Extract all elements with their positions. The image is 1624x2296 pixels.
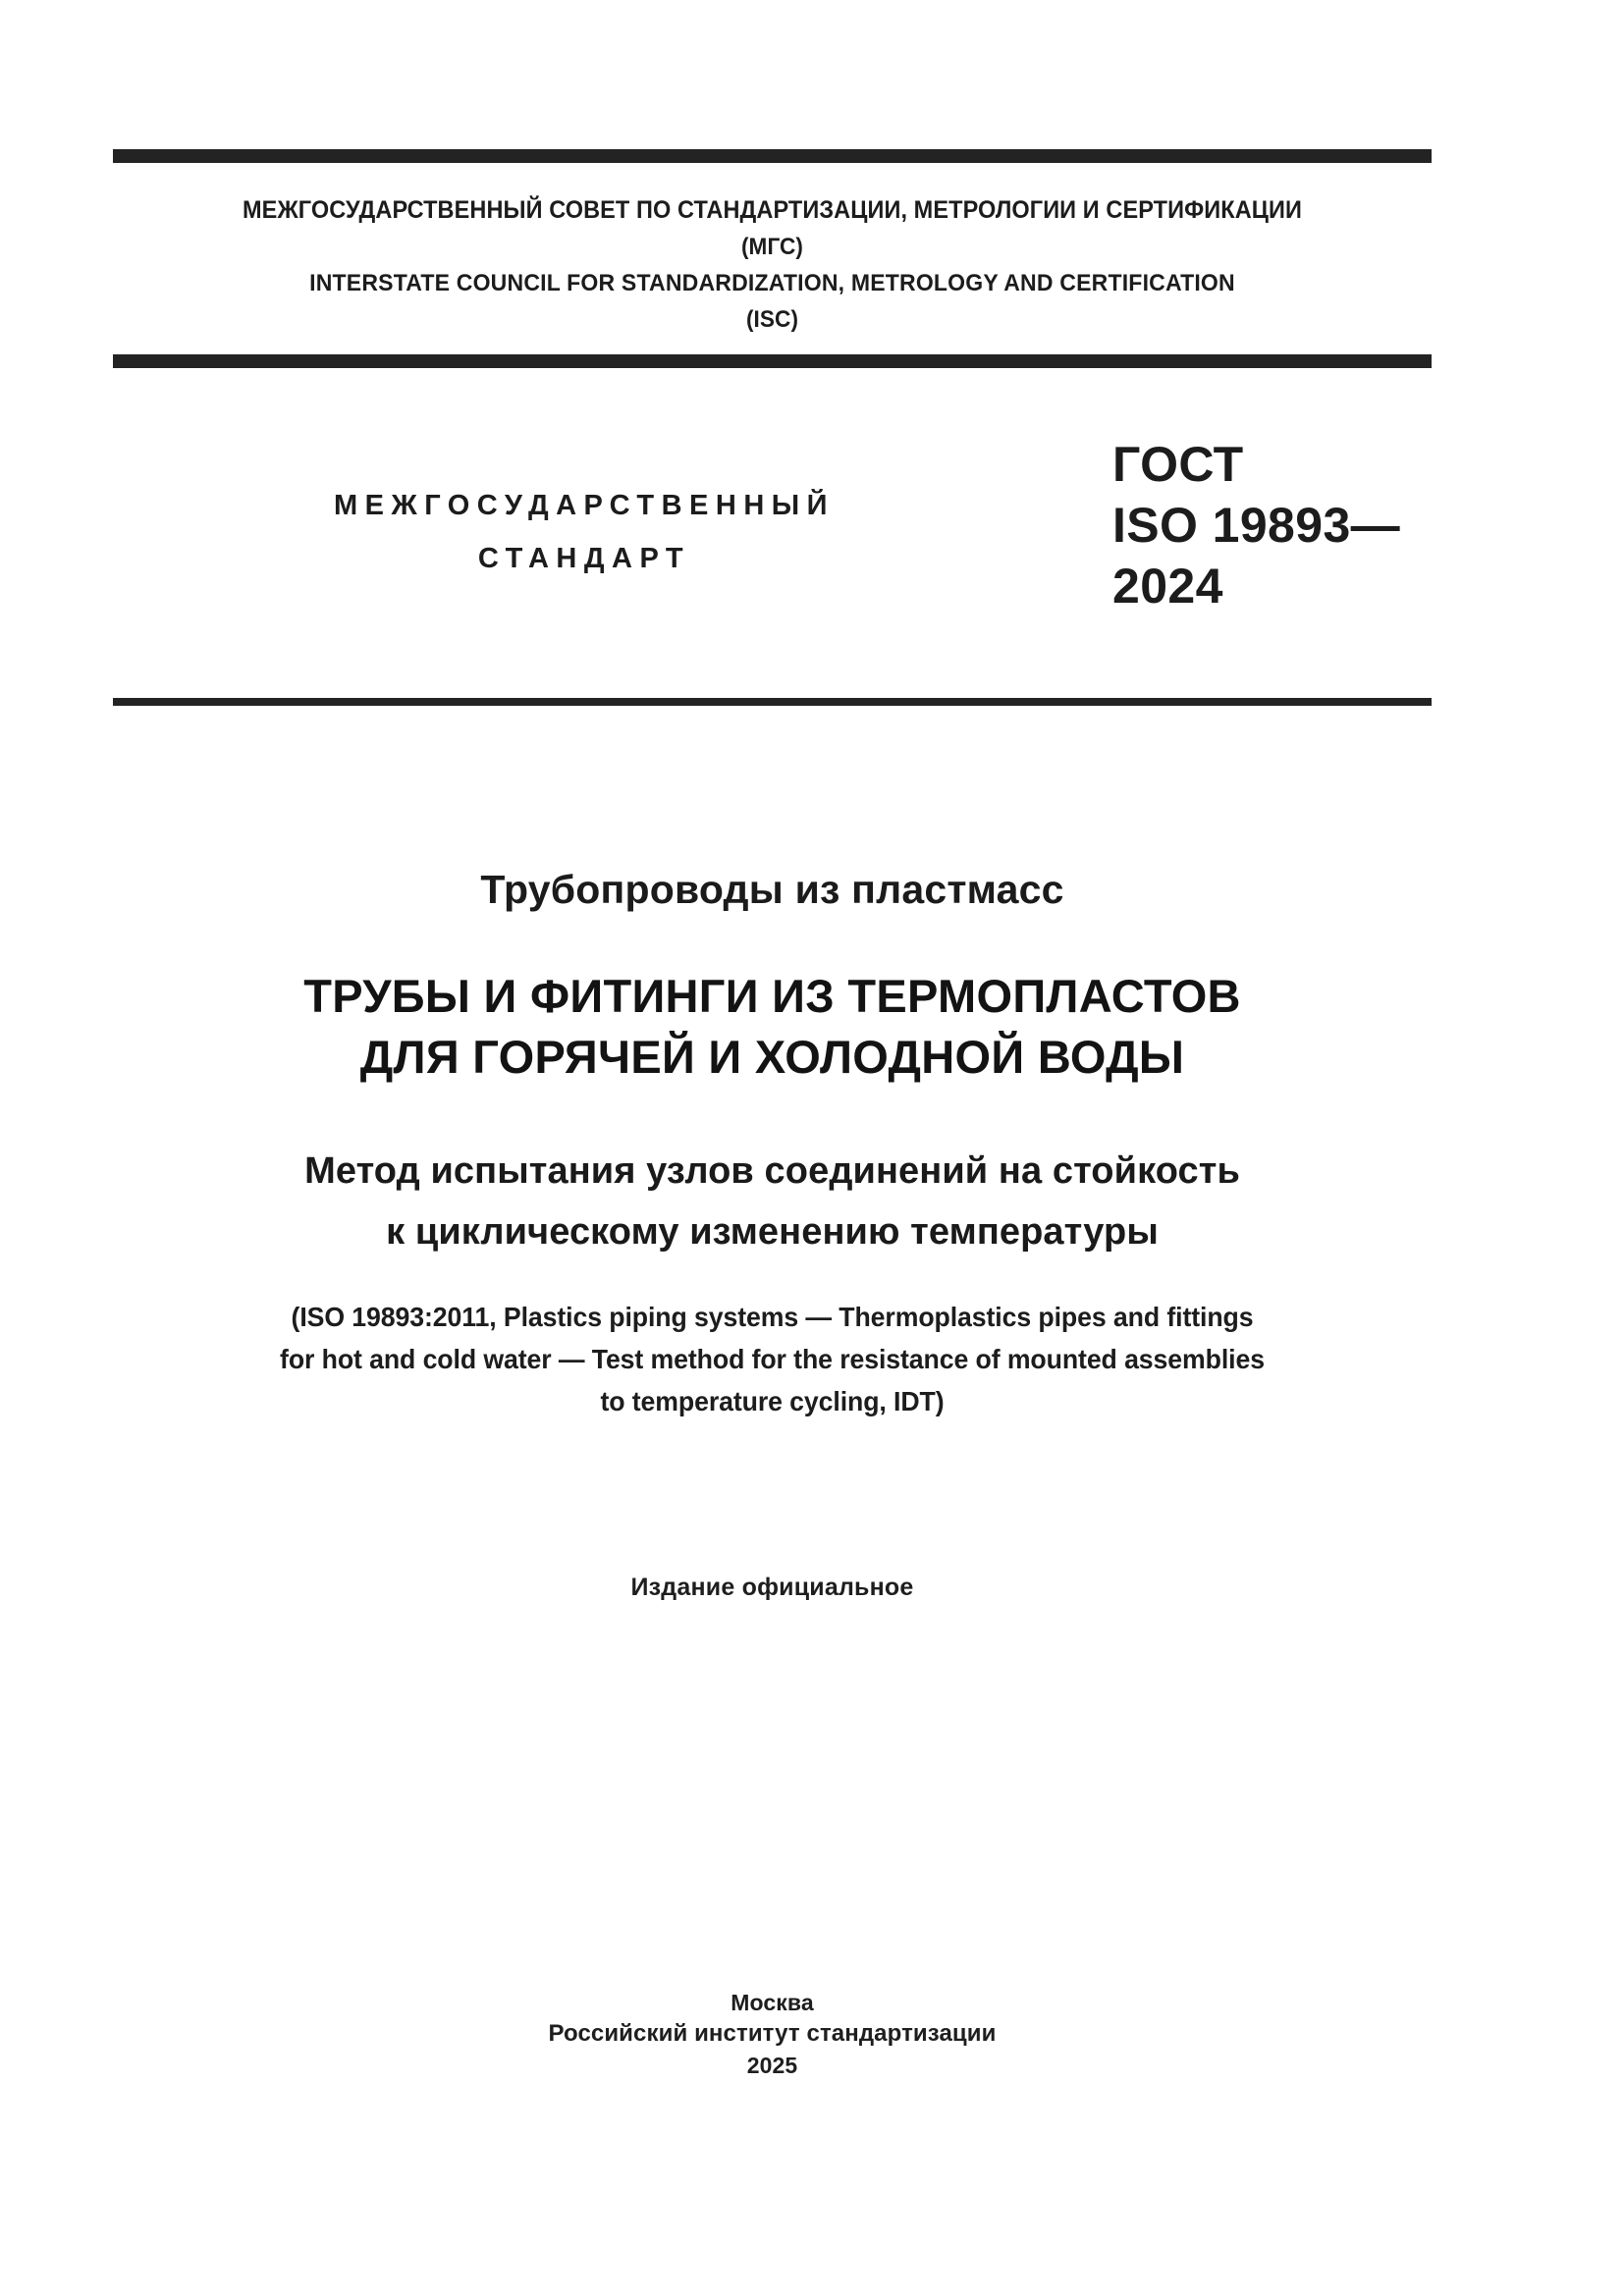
- iso-note-line-3: to temperature cycling, IDT): [600, 1386, 945, 1416]
- header-rule-middle: [113, 354, 1432, 368]
- standard-number-iso: ISO 19893—: [1112, 498, 1401, 553]
- iso-note-line-2: for hot and cold water — Test method for the resistance of mounted assemblies: [280, 1344, 1265, 1374]
- header-rule-bottom: [113, 698, 1432, 706]
- standard-number-year: 2024: [1112, 559, 1223, 614]
- iso-equivalence-note: [113, 1296, 1432, 1422]
- imprint-city: Москва: [731, 1990, 814, 2015]
- imprint-publisher: Российский институт стандартизации: [548, 2020, 997, 2047]
- official-edition-label: Издание официальное: [630, 1574, 914, 1601]
- imprint-block: [113, 1987, 1432, 2081]
- standard-kind-line-2: СТАНДАРТ: [477, 543, 691, 574]
- iso-note-line-1: (ISO 19893:2011, Plastics piping systems — Thermoplastics pipes and fittings: [291, 1302, 1254, 1332]
- council-name-ru: МЕЖГОСУДАРСТВЕННЫЙ СОВЕТ ПО СТАНДАРТИЗАЦИИ, МЕТРОЛОГИИ И СЕРТИФИКАЦИИ: [243, 196, 1302, 224]
- council-name-en: INTERSTATE COUNCIL FOR STANDARDIZATION, METROLOGY AND CERTIFICATION: [309, 270, 1235, 296]
- page-title-line-1: ТРУБЫ И ФИТИНГИ ИЗ ТЕРМОПЛАСТОВ: [303, 970, 1241, 1022]
- page-subtitle: [113, 1141, 1432, 1262]
- standard-kind-line-1: МЕЖГОСУДАРСТВЕННЫЙ: [333, 490, 836, 521]
- council-abbr-en: (ISC): [745, 306, 799, 333]
- standard-number-prefix: ГОСТ: [1112, 437, 1244, 492]
- page-subtitle-line-2: к циклическому изменению температуры: [386, 1211, 1159, 1253]
- header-rule-top: [113, 149, 1432, 163]
- imprint-year: 2025: [746, 2053, 798, 2078]
- designation-band: [113, 412, 1432, 677]
- page-title: [113, 966, 1432, 1088]
- council-abbr-ru: (МГС): [740, 234, 804, 260]
- page-title-line-2: ДЛЯ ГОРЯЧЕЙ И ХОЛОДНОЙ ВОДЫ: [359, 1031, 1185, 1083]
- standard-kind-label: [241, 479, 928, 585]
- title-block: [113, 864, 1432, 1262]
- standard-number: [1112, 434, 1436, 616]
- page-subtitle-line-1: Метод испытания узлов соединений на стойкость: [304, 1150, 1240, 1192]
- title-kicker: Трубопроводы из пластмасс: [480, 867, 1064, 912]
- council-header: [113, 192, 1432, 338]
